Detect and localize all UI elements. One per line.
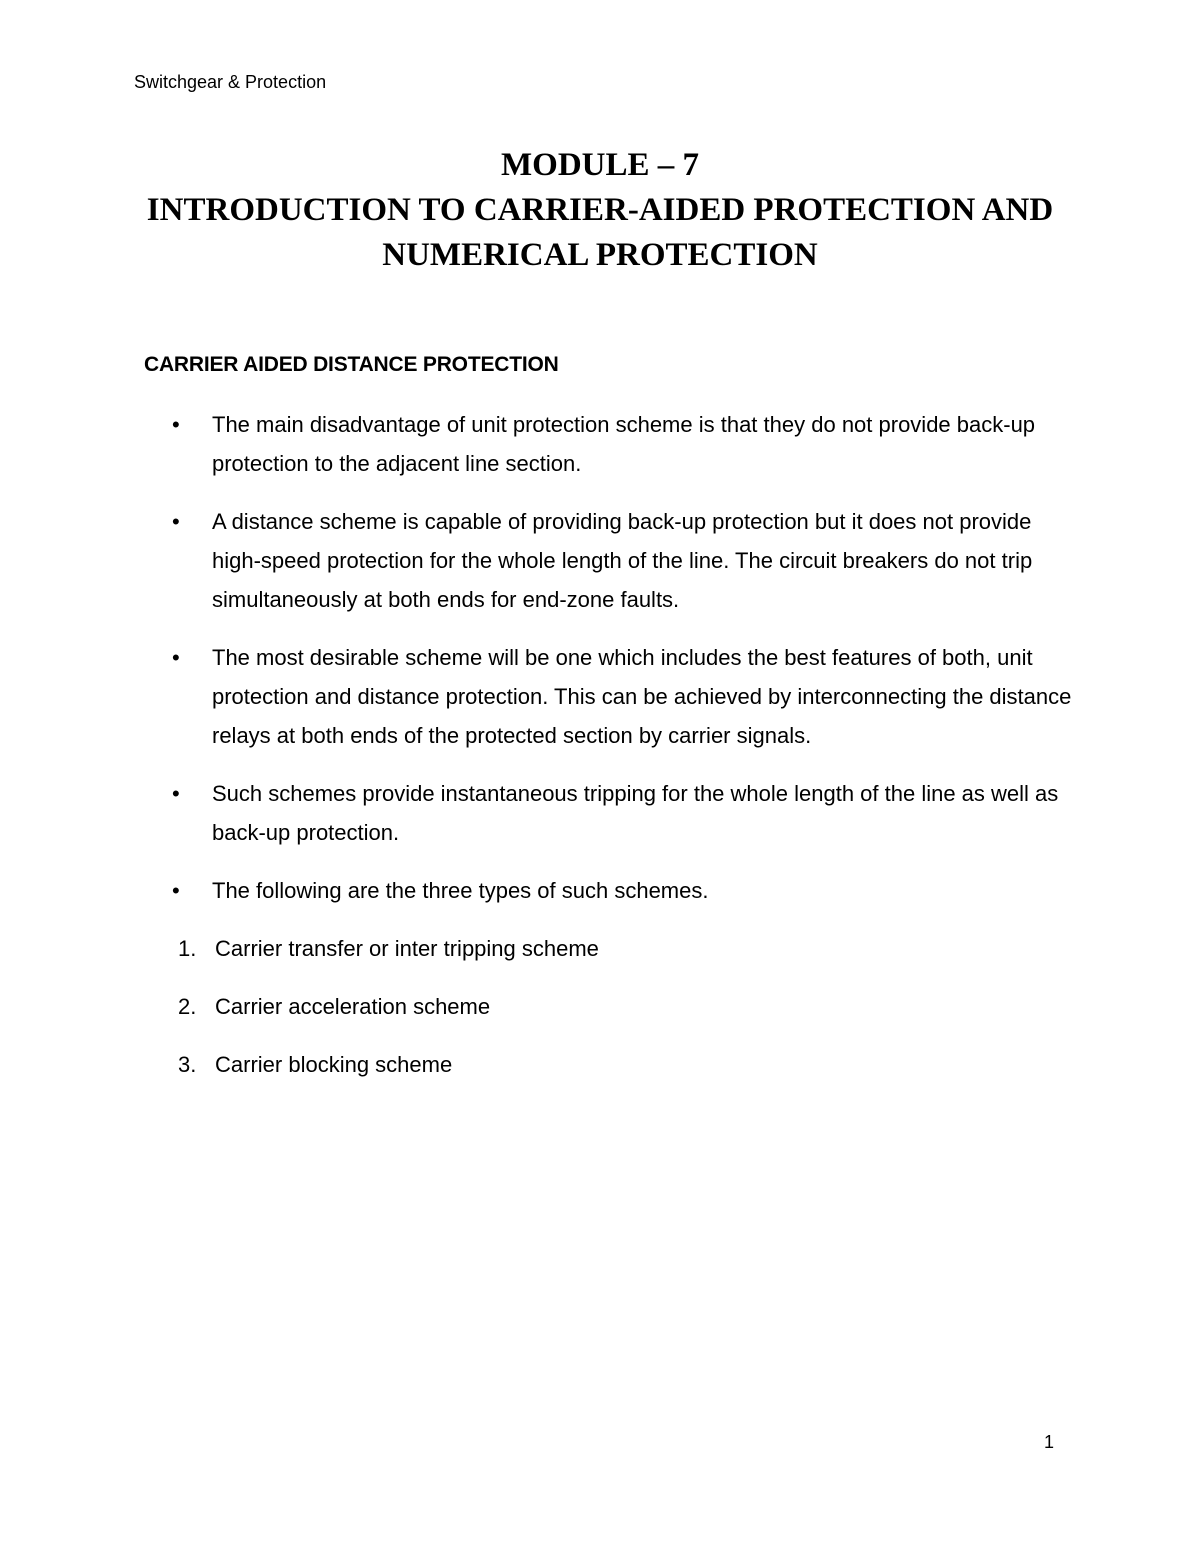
bullet-item bbox=[144, 774, 1084, 852]
running-header: Switchgear & Protection bbox=[134, 72, 327, 92]
numbered-text: Carrier acceleration scheme bbox=[215, 994, 491, 1019]
bullet-dot-icon: • bbox=[172, 509, 180, 534]
numbered-marker: 3. bbox=[178, 1052, 197, 1077]
numbered-item bbox=[144, 987, 1084, 1026]
bullet-text: The most desirable scheme will be one which includes the best features of both, unit protection and distance protection. This can be achieved by interconnecting the distance relays at both ends of the protected section by carrier signals. bbox=[212, 645, 1072, 748]
bullet-list bbox=[144, 405, 1084, 1103]
page-number: 1 bbox=[1044, 1432, 1055, 1452]
bullet-item bbox=[144, 405, 1084, 483]
bullet-dot-icon: • bbox=[172, 412, 180, 437]
bullet-dot-icon: • bbox=[172, 781, 180, 806]
numbered-marker: 2. bbox=[178, 994, 197, 1019]
bullet-item bbox=[144, 871, 1084, 910]
numbered-list-container bbox=[144, 929, 1084, 1084]
numbered-item bbox=[144, 929, 1084, 968]
bullet-text: The following are the three types of such schemes. bbox=[212, 878, 709, 903]
numbered-list bbox=[144, 929, 1084, 1084]
bullet-item bbox=[144, 638, 1084, 755]
module-title bbox=[0, 143, 1200, 278]
module-title-line-3: NUMERICAL PROTECTION bbox=[382, 237, 818, 273]
numbered-text: Carrier blocking scheme bbox=[215, 1052, 453, 1077]
bullet-text: Such schemes provide instantaneous tripping for the whole length of the line as well as back-up protection. bbox=[212, 781, 1059, 845]
bullet-dot-icon: • bbox=[172, 878, 180, 903]
bullet-item bbox=[144, 502, 1084, 619]
module-title-line-2: INTRODUCTION TO CARRIER-AIDED PROTECTION AND bbox=[146, 192, 1054, 228]
bullet-text: The main disadvantage of unit protection scheme is that they do not provide back-up protection to the adjacent line section. bbox=[212, 412, 1036, 476]
bullet-text: A distance scheme is capable of providing back-up protection but it does not provide high-speed protection for the whole length of the line. The circuit breakers do not trip simultaneously at both ends for end-zone faults. bbox=[212, 509, 1033, 612]
module-title-line-1: MODULE – 7 bbox=[501, 147, 699, 183]
numbered-item bbox=[144, 1045, 1084, 1084]
section-heading: CARRIER AIDED DISTANCE PROTECTION bbox=[144, 353, 559, 376]
bullet-dot-icon: • bbox=[172, 645, 180, 670]
numbered-text: Carrier transfer or inter tripping scheme bbox=[215, 936, 599, 961]
numbered-marker: 1. bbox=[178, 936, 197, 961]
